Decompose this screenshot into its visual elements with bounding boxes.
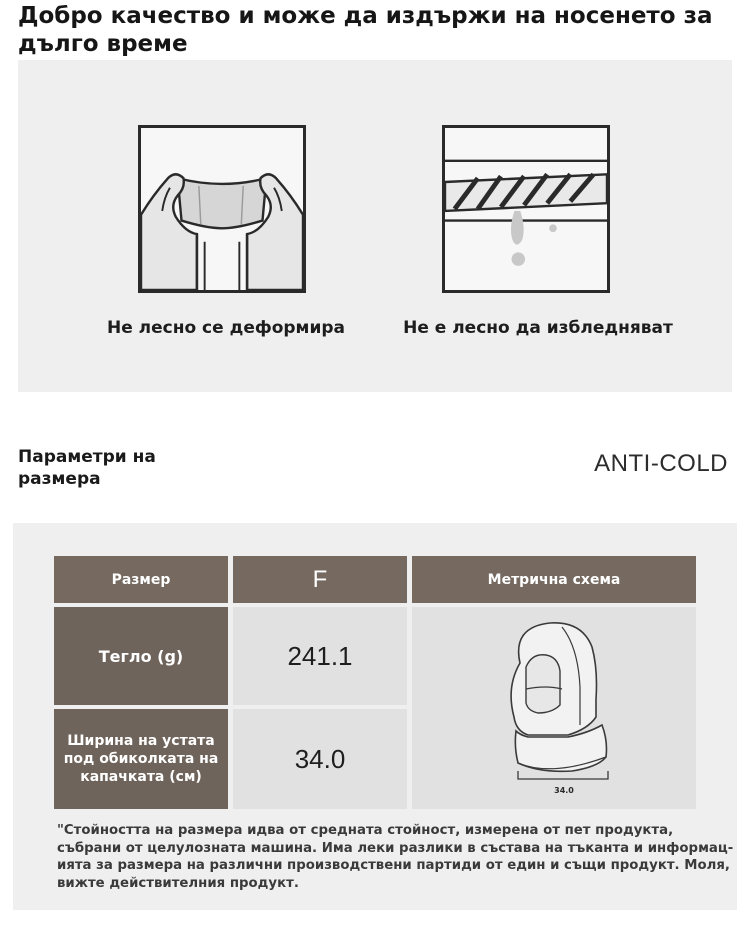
row-width-value [233,709,407,809]
header-size-value-text: F [312,565,328,593]
header-size-label-text: Размер [111,571,171,588]
feature-label-deform: Не лесно се деформира [106,318,346,338]
hood-diagram-cell [412,607,696,809]
header-diagram-label-text: Метрична схема [487,571,621,588]
feature-label-fade: Не е лесно да избледняват [403,318,673,338]
row-width-value-text: 34.0 [294,743,346,774]
header-size-label [54,556,228,603]
header-diagram-label [412,556,696,603]
features-panel [18,60,732,392]
row-weight-label-text: Тегло (g) [98,646,184,666]
header-size-value [233,556,407,603]
row-weight-label [54,607,228,705]
balaclava-hood-icon [412,607,696,809]
brand-label: ANTI-COLD [594,450,728,477]
row-width-label [54,709,228,809]
row-weight-value-text: 241.1 [287,640,353,671]
size-disclaimer-note: "Стойността на размера идва от средната стойност, измерена от пет продукта, събрани от целулозната машина. Има леки разлики в състава на тъканта и информац-ията за размера на различни производствени партиди от един и същи продукт. Моля, вижте действителния продукт. [57,823,734,891]
wring-fabric-icon [442,125,610,293]
diagram-measure-label: 34.0 [554,786,574,795]
page-headline: Добро качество и може да издържи на носенето за дълго време [18,3,713,57]
row-width-label-text: Ширина на устата под обиколката на капачката (см) [63,733,219,785]
stretch-fabric-icon [138,125,306,293]
size-params-heading: Параметри на размера [18,447,156,489]
row-weight-value [233,607,407,705]
